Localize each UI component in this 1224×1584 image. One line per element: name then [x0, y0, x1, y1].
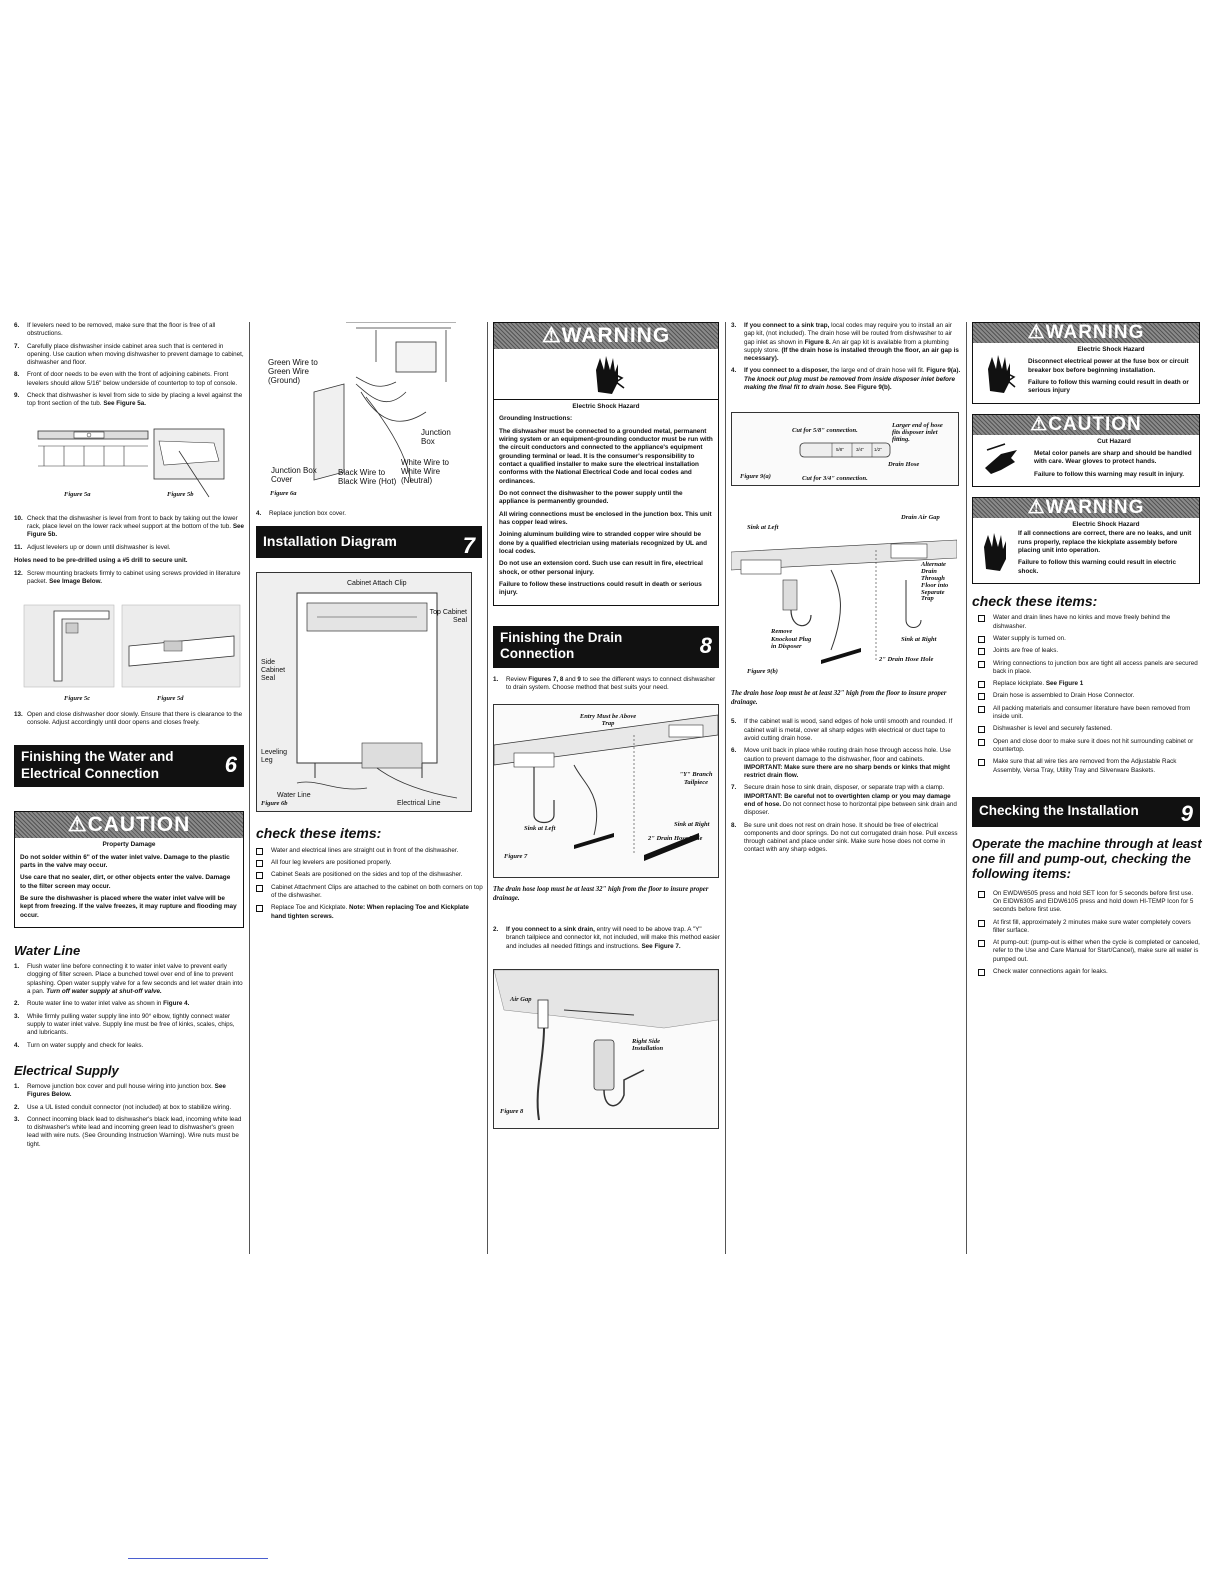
- checklist-item: Cabinet Attachment Clips are attached to the cabinet on both corners on top of the dishwasher.: [256, 884, 484, 901]
- drain-loop-note: The drain hose loop must be at least 32" high from the floor to insure proper drainage.: [493, 886, 709, 903]
- checkbox-icon: [978, 726, 985, 733]
- checkbox-icon: [978, 693, 985, 700]
- air-gap-figure-image: [494, 970, 718, 1128]
- checkbox-icon: [978, 681, 985, 688]
- step-item: 4. Turn on water supply and check for leaks.: [14, 1041, 144, 1049]
- checklist-item: On EWDW6505 press and hold SET Icon for 5 seconds before first use. On EIDW6305 and EIDW6105 press and hold down HI-TEMP Icon for 5 seconds before first use.: [978, 890, 1202, 915]
- figure-6b: Cabinet Attach Clip Top Cabinet Seal Side Cabinet Seal Leveling Leg Water Line Electrical Line Figure 6b: [256, 572, 472, 812]
- checkbox-icon: [256, 872, 263, 879]
- column-4: [731, 322, 961, 859]
- checklist-item: Drain hose is assembled to Drain Hose Connector.: [978, 692, 1202, 700]
- electrical-supply-heading: Electrical Supply: [14, 1062, 119, 1078]
- step-item: 3. While firmly pulling water supply line into 90° elbow, tightly connect water supply to water inlet valve. Supply line must be free of kinks, scales, chips, and lubricants.: [14, 1012, 235, 1037]
- checklist-item: At first fill, approximately 2 minutes make sure water completely covers filter surface.: [978, 919, 1202, 936]
- step-item: 9. Check that dishwasher is level from side to side by placing a level against the top front section of the tub. See Figure 5a.: [14, 392, 243, 408]
- figure-5a-caption: Figure 5a: [64, 490, 91, 498]
- checklist-item: Wiring connections to junction box are tight all access panels are secured back in place.: [978, 660, 1202, 677]
- figure-9a: Cut for 5/8" connection. Larger end of hose fits disposer inlet fitting. Drain Hose 5/8" 3/4" 1/2" Figure 9(a) Cut for 3/4" connection.: [731, 412, 959, 486]
- checkbox-icon: [978, 891, 985, 898]
- section-7-header: Installation Diagram 7: [256, 526, 482, 558]
- checklist: [972, 614, 1202, 774]
- warning-triangle-icon: ⚠: [67, 813, 88, 837]
- step-item: 5. If the cabinet wall is wood, sand edges of hole until smooth and rounded. If cabinet wall is metal, cover all sharp edges with electrical or duct tape to avoid cutting drain hose.: [731, 718, 953, 742]
- step-item: 4. Replace junction box cover.: [256, 510, 347, 517]
- figure-7: Entry Must be Above Trap "Y" Branch Tailpiece Sink at Right Sink at Left 2" Drain Hose Hole Figure 7: [493, 704, 719, 878]
- checklist-item: All packing materials and consumer literature have been removed from inside unit.: [978, 705, 1202, 722]
- warning-triangle-icon: ⚠: [1027, 496, 1046, 518]
- step-item: 1. Flush water line before connecting it to water inlet valve to prevent early clogging of filter screen. Place a bunched towel over end of line to prevent splashing. Open water supply valve for a few seconds and let water drain into a pan. Turn off water supply at shut-off valve.: [14, 963, 243, 996]
- figure-5c-caption: Figure 5c: [64, 694, 91, 702]
- step-item: 6. Move unit back in place while routing drain hose through access hole. Use caution to prevent damage to the dishwasher, floor and cabinets. IMPORTANT: Make sure there are no sharp bends or kinks that might restrict drain flow.: [731, 747, 951, 780]
- step-item: 8. Be sure unit does not rest on drain hose. It should be free of electrical components and door springs. Do not cut corrugated drain hose. Pull excess through cabinet and place under sink. Make sure hose does not come in contact with any sharp edges.: [731, 821, 958, 854]
- step-item: 11. Adjust levelers up or down until dishwasher is level.: [14, 543, 171, 551]
- warning-triangle-icon: ⚠: [1030, 413, 1049, 435]
- checkbox-icon: [978, 759, 985, 766]
- column-3: [493, 322, 721, 1129]
- warning-triangle-icon: ⚠: [1027, 322, 1046, 343]
- sink-drain-figure-image: [494, 705, 718, 877]
- checklist-item: Water supply is turned on.: [978, 635, 1202, 643]
- step-item: 8. Front of door needs to be even with the front of adjoining cabinets. Front levelers should allow 5/16" below underside of countertop to top of console.: [14, 371, 238, 387]
- column-2: [256, 322, 484, 925]
- level-figure-image: [14, 421, 246, 509]
- shock-hand-icon: [973, 518, 1013, 583]
- section-9-header: Checking the Installation 9: [972, 797, 1200, 827]
- section-8-header: Finishing the Drain Connection 8: [493, 626, 719, 668]
- checkbox-icon: [978, 969, 985, 976]
- check-items-heading: check these items:: [256, 825, 382, 842]
- caution-header: ⚠CAUTION: [15, 812, 243, 838]
- water-line-heading: Water Line: [14, 942, 81, 958]
- step-item: 7. Secure drain hose to sink drain, disposer, or separate trap with a clamp. IMPORTANT: Be careful not to overtighten clamp or you may damage end of hose. Do not connect hose to horizontal pipe between sink drain and disposer.: [731, 784, 957, 817]
- warning-box: ⚠WARNING Electric Shock Hazard If all connections are correct, there are no leaks, and unit runs properly, replace the kickplate assembly before placing unit into operation. Failure to follow this warning could result in electric shock.: [972, 497, 1200, 584]
- checkbox-icon: [978, 615, 985, 622]
- step-item: 7. Carefully place dishwasher inside cabinet area such that is centered in opening. Use caution when moving dishwasher to prevent damage to cabinet, dishwasher and floor.: [14, 342, 244, 367]
- step-item: 1. Review Figures 7, 8 and 9 to see the different ways to connect dishwasher to drain system. Choose method that best suits your need.: [493, 675, 716, 691]
- drain-loop-note: The drain hose loop must be at least 32" high from the floor to insure proper drainage.: [731, 690, 947, 707]
- checkbox-icon: [256, 905, 263, 912]
- checkbox-icon: [256, 848, 263, 855]
- figure-5: [14, 421, 246, 509]
- checkbox-icon: [978, 636, 985, 643]
- caution-box: ⚠CAUTION Cut Hazard Metal color panels are sharp and should be handled with care. Wear gloves to protect hands. Failure to follow this warning may result in injury.: [972, 414, 1200, 487]
- checkbox-icon: [978, 920, 985, 927]
- step-list: [14, 322, 246, 409]
- step-item: 4. If you connect to a disposer, the large end of drain hose will fit. Figure 9(a). The knock out plug must be removed from inside disposer inlet before making the final fit to drain hose. See Figure 9(b).: [731, 367, 961, 392]
- figure-8: Air Gap Right Side Installation Figure 8: [493, 969, 719, 1129]
- column-5: [972, 322, 1202, 980]
- shock-hand-icon: [494, 349, 718, 400]
- checklist-item: Replace kickplate. See Figure 1: [978, 680, 1202, 688]
- checklist-item: Open and close door to make sure it does not hit surrounding cabinet or countertop.: [978, 738, 1202, 755]
- step-item: 6. If levelers need to be removed, make sure that the floor is free of all obstructions.: [14, 322, 216, 338]
- checklist: [972, 890, 1202, 977]
- figure-5d-caption: Figure 5d: [157, 694, 184, 702]
- checklist-item: Joints are free of leaks.: [978, 647, 1202, 655]
- bracket-figure-image: [14, 601, 246, 693]
- checkbox-icon: [978, 661, 985, 668]
- warning-box: ⚠WARNING Electric Shock Hazard Grounding Instructions: The dishwasher must be connected to a grounded metal, permanent wiring system or an equipment-grounding conductor must be run with the circuit conductors and connected to the appliance's equipment grounding terminal or lead. It is the consumer's responsibility to contact a qualified installer to make sure the electrical installation conforms with the National Electrical Code and local codes and ordinances. Do not connect the dishwasher to the power supply until the appliance is permanently grounded. All wiring connections must be enclosed in the junction box. This unit has copper lead wires. Joining aluminum building wire to stranded copper wire should be done by a qualified electrician using materials recognized by UL and local codes. Do not use an extension cord. Such use can result in fire, electrical shock, or other personal injury. Failure to follow these instructions could result in death or serious injury.: [493, 322, 719, 606]
- checklist-item: Water and drain lines have no kinks and move freely behind the dishwasher.: [978, 614, 1202, 631]
- checklist-item: Replace Toe and Kickplate. Note: When replacing Toe and Kickplate hand tighten screws.: [256, 904, 484, 921]
- checklist-item: Water and electrical lines are straight out in front of the dishwasher.: [256, 847, 484, 855]
- checkbox-icon: [978, 940, 985, 947]
- checklist-item: Make sure that all wire ties are removed from the Adjustable Rack Assembly, Versa Tray, Utility Tray and Silverware Baskets.: [978, 758, 1202, 775]
- step-item: 2. Use a UL listed conduit connector (not included) at box to stabilize wiring.: [14, 1103, 232, 1111]
- step-item: 13. Open and close dishwasher door slowly. Ensure that there is clearance to the console. Adjust accordingly until door opens and closes freely.: [14, 710, 243, 727]
- holes-note: Holes need to be pre-drilled using a #5 drill to secure unit.: [14, 556, 188, 564]
- warning-box: ⚠WARNING Electric Shock Hazard Disconnect electrical power at the fuse box or circuit breaker box before beginning installation. Failure to follow this warning could result in death or serious injury: [972, 322, 1200, 404]
- step-list: [731, 718, 961, 854]
- checkbox-icon: [256, 860, 263, 867]
- checklist: [256, 847, 484, 921]
- figure-5b-caption: Figure 5b: [167, 490, 194, 498]
- step-item: 10. Check that the dishwasher is level from front to back by taking out the lower rack, place level on the lower rack wheel support at the bottom of the tub. See Figure 5b.: [14, 514, 245, 539]
- figure-5c-5d: [14, 601, 246, 705]
- step-item: 3. If you connect to a sink trap, local codes may require you to install an air gap kit, (not included). The drain hose will be routed from dishwasher to air gap inlet as shown in Figure 8. An air gap kit is available from a plumbing supply store. (If the drain hose is installed through the floor, an air gap is necessary).: [731, 322, 959, 363]
- step-item: 2. If you connect to a sink drain, entry will need to be above trap. A "Y" branch tailpiece and connector kit, not included, will make this method easier and includes all needed fittings and instructions. See Figure 7.: [493, 926, 720, 950]
- checklist-item: All four leg levelers are positioned properly.: [256, 859, 484, 867]
- column-1: [14, 322, 246, 1153]
- caution-box: ⚠CAUTION Property Damage Do not solder within 6" of the water inlet valve. Damage to the plastic parts in the valve may occur. Use care that no sealer, dirt, or other objects enter the valve. Damage to the filter screen may occur. Be sure the dishwasher is placed where the water inlet valve will be kept from freezing. If the valve freezes, it may rupture and flooding may occur.: [14, 811, 244, 928]
- checkbox-icon: [978, 706, 985, 713]
- check-items-heading: check these items:: [972, 592, 1098, 609]
- shock-hand-icon: [973, 343, 1023, 403]
- step-item: 2. Route water line to water inlet valve as shown in Figure 4.: [14, 1000, 190, 1008]
- checkbox-icon: [978, 739, 985, 746]
- checklist-item: At pump-out: (pump-out is either when the cycle is completed or canceled, refer to the Use and Care Manual for Start/Cancel), make sure all water is pumped out.: [978, 939, 1202, 964]
- section-6-header: Finishing the Water and Electrical Connection 6: [14, 745, 244, 787]
- figure-9b: Drain Air Gap Sink at Left Alternate Drain Through Floor into Separate Trap Remove Knockout Plug in Disposer Sink at Right 2" Drain Hose Hole Figure 9(b): [731, 510, 957, 680]
- checklist-item: Cabinet Seals are positioned on the sides and top of the dishwasher.: [256, 871, 484, 879]
- step-item: 1. Remove junction box cover and pull house wiring into junction box. See Figures Below.: [14, 1082, 226, 1099]
- cut-hand-icon: [973, 435, 1029, 486]
- checkbox-icon: [978, 648, 985, 655]
- operate-heading: Operate the machine through at least one fill and pump-out, checking the following items:: [972, 835, 1202, 881]
- step-item: 3. Connect incoming black lead to dishwasher's black lead, incoming white lead to dishwasher's white lead and incoming green lead to dishwasher's green lead with wire nuts. (See Grounding Instruction Warning). Wire nuts must be tight.: [14, 1115, 242, 1148]
- figure-6a: Green Wire to Green Wire (Ground) Junction Box Junction Box Cover Black Wire to Black Wire (Hot) White Wire to White Wire (Neutral) Figure 6a: [256, 322, 470, 500]
- warning-triangle-icon: ⚠: [541, 324, 562, 347]
- checkbox-icon: [256, 885, 263, 892]
- step-item: 12. Screw mounting brackets firmly to cabinet using screws provided in literature packet. See Image Below.: [14, 570, 241, 586]
- checklist-item: Dishwasher is level and securely fastened.: [978, 725, 1202, 733]
- checklist-item: Check water connections again for leaks.: [978, 968, 1202, 976]
